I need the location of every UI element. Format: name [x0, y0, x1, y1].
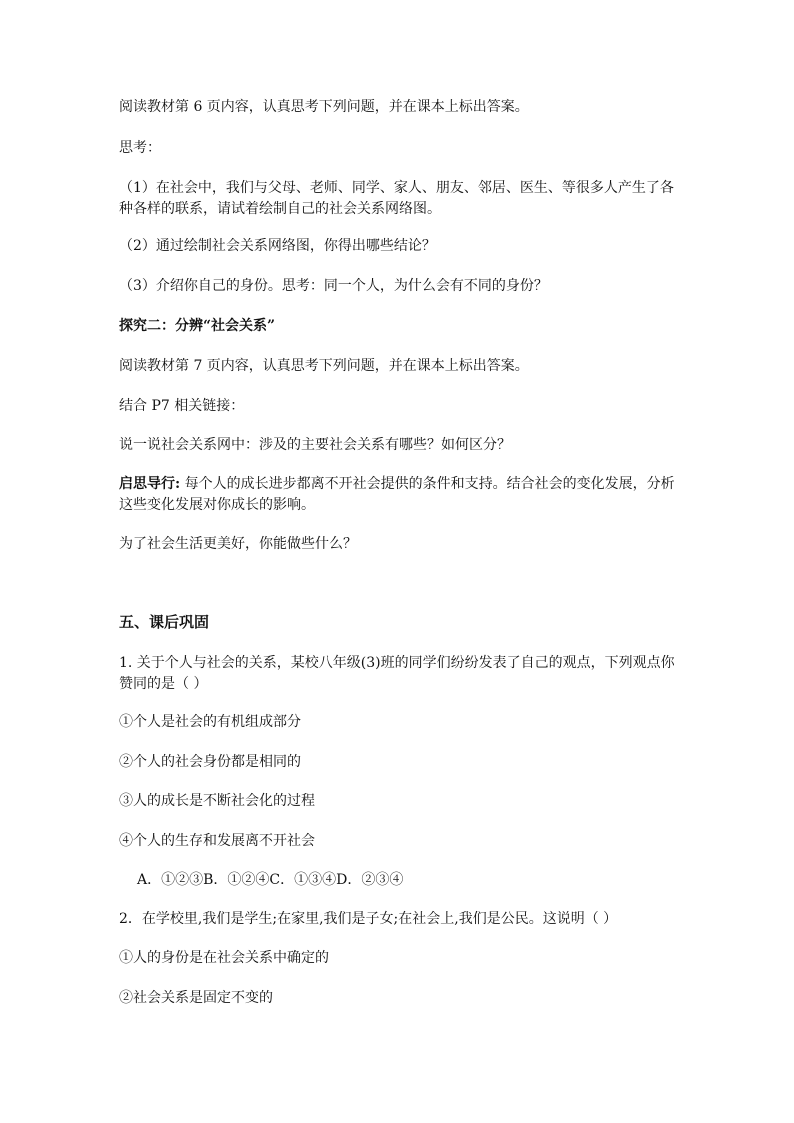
exercise-2-option-2: ②社会关系是固定不变的: [119, 990, 273, 1006]
question-1-line-1: （1）在社会中，我们与父母、老师、同学、家人、朋友、邻居、医生、等很多人产生了各: [119, 180, 674, 196]
guide-paragraph-line-2: 这些变化发展对你成长的影响。: [119, 497, 315, 513]
question-1-line-2: 种各样的联系，请试着绘制自己的社会关系网络图。: [119, 201, 441, 217]
guide-label: 启思导行:: [119, 476, 181, 492]
exercise-1-choices: A．①②③B．①②④C．①③④D．②③④: [137, 872, 404, 888]
reading-instruction-2: 阅读教材第 7 页内容，认真思考下列问题，并在课本上标出答案。: [119, 358, 529, 374]
exercise-1-option-1: ①个人是社会的有机组成部分: [119, 714, 301, 730]
exercise-1-line-2: 赞同的是（ ）: [119, 676, 208, 692]
exercise-1-option-2: ②个人的社会身份都是相同的: [119, 754, 301, 770]
exercise-1-option-3: ③人的成长是不断社会化的过程: [119, 793, 315, 809]
better-life-question: 为了社会生活更美好，你能做些什么？: [119, 536, 357, 552]
p7-link-label: 结合 P7 相关链接：: [119, 398, 245, 414]
question-2: （2）通过绘制社会关系网络图，你得出哪些结论？: [119, 238, 436, 254]
exercise-2-line-1: 2．在学校里,我们是学生;在家里,我们是子女;在社会上,我们是公民。这说明（ ）: [119, 911, 618, 927]
exercise-2-option-1: ①人的身份是在社会关系中确定的: [119, 950, 329, 966]
reading-instruction-1: 阅读教材第 6 页内容，认真思考下列问题，并在课本上标出答案。: [119, 99, 529, 115]
guide-paragraph-line-1: [119, 473, 689, 495]
say-question: 说一说社会关系网中：涉及的主要社会关系有哪些？如何区分？: [119, 437, 511, 453]
guide-text-line-1: 每个人的成长进步都离不开社会提供的条件和支持。结合社会的变化发展，分析: [180, 476, 675, 492]
exercise-1-option-4: ④个人的生存和发展离不开社会: [119, 833, 315, 849]
exercise-1-line-1: 1. 关于个人与社会的关系，某校八年级(3)班的同学们纷纷发表了自己的观点，下列观点你: [119, 655, 675, 671]
think-label: 思考：: [119, 140, 161, 156]
explore-2-title: 探究二：分辨“社会关系”: [119, 318, 276, 334]
question-3: （3）介绍你自己的身份。思考：同一个人，为什么会有不同的身份？: [119, 278, 548, 294]
section-5-title: 五、课后巩固: [119, 613, 210, 631]
